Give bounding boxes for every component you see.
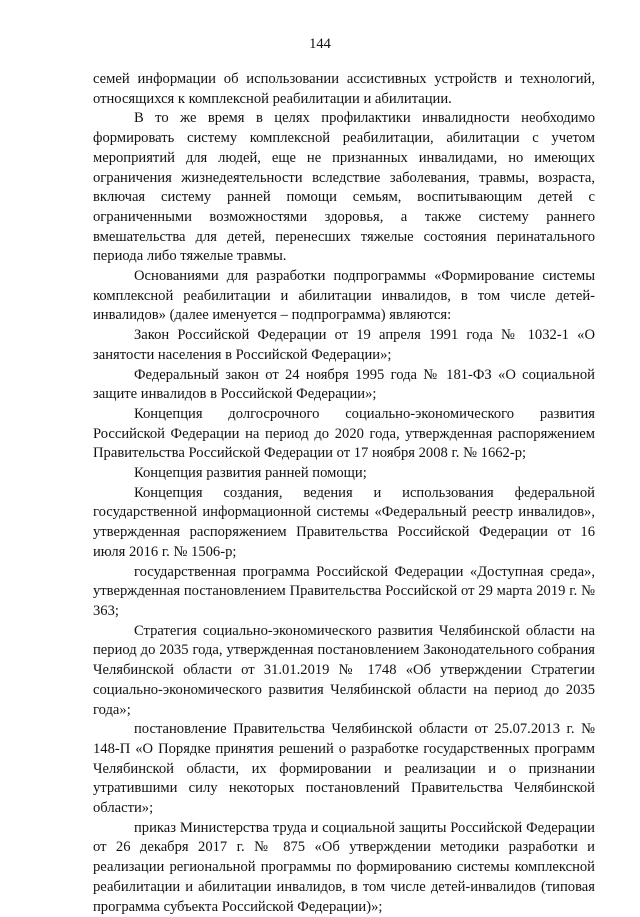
paragraph: постановление Правительства Челябинской области от 25.07.2013 г. № 148-П «О Порядке принятия решений о разработке государственных программ Челябинской области, их формировании и реализации и о признании утратившими силу некоторых постановлений Правительства Челябинской области»; — [93, 721, 595, 817]
paragraph: В то же время в целях профилактики инвалидности необходимо формировать систему комплексной реабилитации, абилитации с учетом мероприятий для людей, еще не признанных инвалидами, но имеющих ограничения жизнедеятельности вследствие заболевания, травмы, возраста, включая систему ранней помощи семьям, воспитывающим детей с ограниченными возможностями здоровья, а также систему раннего вмешательства для детей, перенесших тяжелые состояния перинатального периода либо тяжелые травмы. — [93, 110, 595, 265]
page-number: 144 — [309, 36, 331, 52]
paragraph: Федеральный закон от 24 ноября 1995 года № 181-ФЗ «О социальной защите инвалидов в Российской Федерации»; — [93, 366, 595, 403]
paragraph: Концепция создания, ведения и использования федеральной государственной информационной системы «Федеральный реестр инвалидов», утвержденная распоряжением Правительства Российской Федерации от 16 июля 2016 г. № 1506-р; — [93, 484, 595, 560]
paragraph: приказ Министерства труда и социальной защиты Российской Федерации от 26 декабря 2017 г. № 875 «Об утверждении методики разработки и реализации региональной программы по формированию системы комплексной реабилитации и абилитации инвалидов, в том числе детей-инвалидов (типовая программа субъекта Российской Федерации)»; — [93, 819, 595, 915]
paragraph: семей информации об использовании ассистивных устройств и технологий, относящихся к комплексной реабилитации и абилитации. — [93, 71, 595, 107]
paragraph: государственная программа Российской Федерации «Доступная среда», утвержденная постановлением Правительства Российской от 29 марта 2019 г. № 363; — [93, 563, 595, 619]
paragraph: Концепция долгосрочного социально-экономического развития Российской Федерации на период до 2020 года, утвержденная распоряжением Правительства Российской Федерации от 17 ноября 2008 г. № 1662-р; — [93, 405, 595, 462]
paragraph: Концепция развития ранней помощи; — [134, 465, 367, 482]
paragraph: Стратегия социально-экономического развития Челябинской области на период до 2035 года, утвержденная постановлением Законодательного собрания Челябинской области от 31.01.2019 № 1748 «Об утверждении Стратегии социально-экономического развития Челябинской области на период до 2035 года»; — [93, 622, 595, 718]
document-body — [93, 70, 595, 917]
paragraph: Основаниями для разработки подпрограммы «Формирование системы комплексной реабилитации и абилитации инвалидов, в том числе детей-инвалидов» (далее именуется – подпрограмма) являются: — [93, 268, 595, 324]
paragraph: Закон Российской Федерации от 19 апреля 1991 года № 1032-1 «О занятости населения в Российской Федерации»; — [93, 327, 595, 363]
